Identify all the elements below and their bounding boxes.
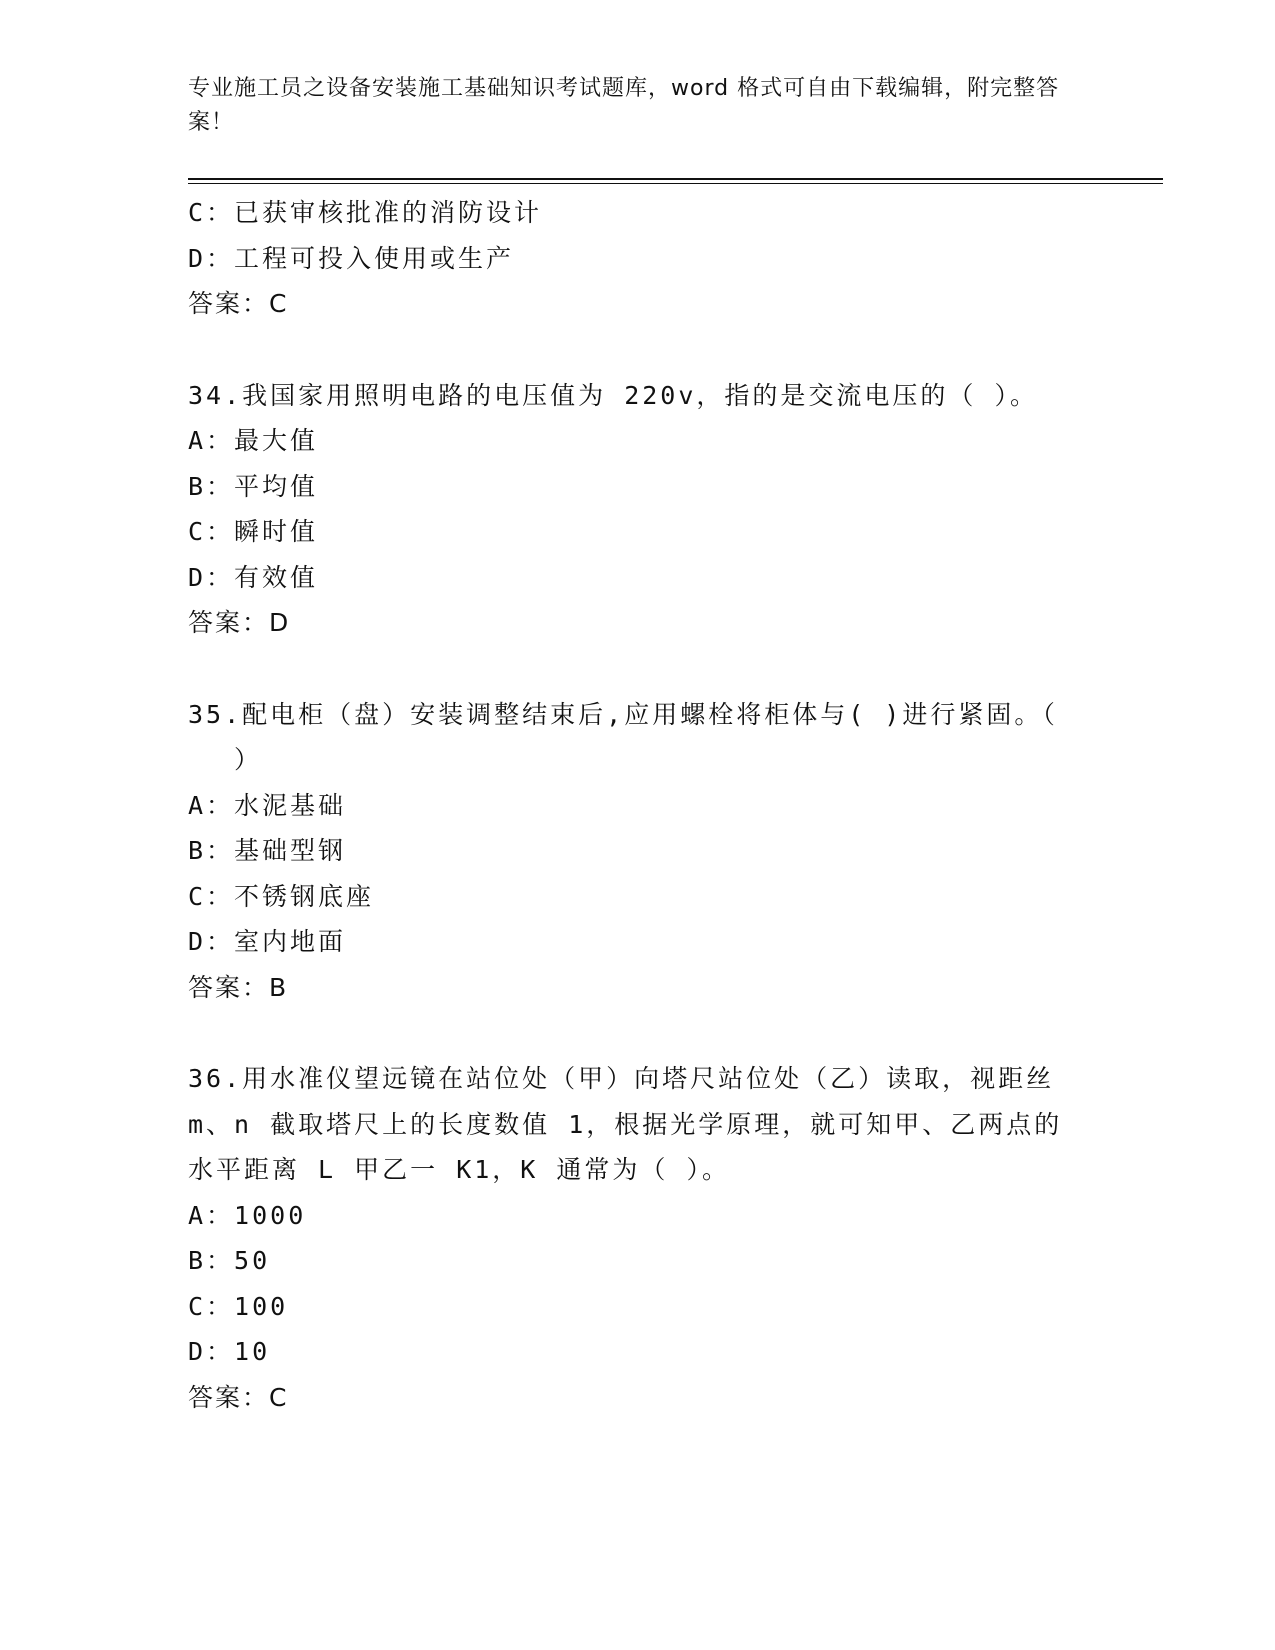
option-d: D：工程可投入使用或生产 [188, 243, 515, 273]
option-d: D：10 [188, 1337, 271, 1366]
prev-question-block [188, 190, 1088, 327]
option-a: A：1000 [188, 1200, 307, 1230]
option-b: B：基础型钢 [188, 836, 347, 865]
option-d: D：有效值 [188, 562, 319, 592]
option-c: C：100 [188, 1291, 289, 1321]
document-header: 专业施工员之设备安装施工基础知识考试题库，word 格式可自由下载编辑，附完整答案！ [188, 76, 1060, 135]
question-list [188, 190, 1088, 1420]
question-stem-line-3: 水平距离 L 甲乙一 K1，K 通常为（ ）。 [188, 1155, 730, 1184]
answer-line: 答案：C [188, 1382, 289, 1412]
question-34-block [188, 373, 1088, 646]
question-stem-continuation: ） [234, 745, 263, 774]
question-stem: 36.用水准仪望远镜在站位处（甲）向塔尺站位处（乙）读取，视距丝 [188, 1064, 1055, 1093]
option-a: A：最大值 [188, 426, 319, 455]
option-a: A：水泥基础 [188, 790, 347, 820]
option-d: D：室内地面 [188, 927, 347, 956]
header-divider-thick [188, 178, 1163, 180]
answer-line: 答案：D [188, 608, 291, 637]
answer-line: 答案：B [188, 972, 289, 1002]
header-divider-thin [188, 183, 1163, 184]
option-b: B：平均值 [188, 471, 319, 501]
question-stem: 35.配电柜（盘）安装调整结束后,应用螺栓将柜体与( )进行紧固。（ [188, 699, 1058, 729]
answer-line: 答案：C [188, 289, 289, 318]
option-c: C：瞬时值 [188, 517, 319, 546]
option-c: C：不锈钢底座 [188, 881, 375, 911]
question-36-block [188, 1056, 1088, 1420]
question-stem-line-2: m、n 截取塔尺上的长度数值 1，根据光学原理，就可知甲、乙两点的 [188, 1109, 1063, 1139]
option-c: C：已获审核批准的消防设计 [188, 198, 543, 227]
option-b: B：50 [188, 1246, 271, 1275]
question-35-block [188, 692, 1088, 1011]
question-stem: 34.我国家用照明电路的电压值为 220v，指的是交流电压的（ ）。 [188, 380, 1038, 410]
